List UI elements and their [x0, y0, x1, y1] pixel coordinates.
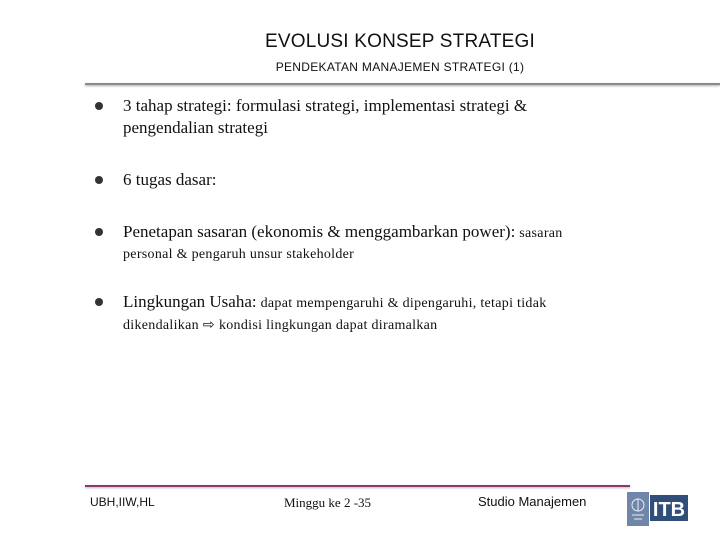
- bullet-line2: personal & pengaruh unsur stakeholder: [123, 247, 355, 262]
- itb-logo: [627, 491, 689, 529]
- bullet-dot-icon: [95, 228, 103, 236]
- bullet-line2: pengendalian strategi: [123, 118, 268, 137]
- bullet-text: [123, 291, 703, 335]
- bullet-dot-icon: [95, 176, 103, 184]
- bullet-body: dapat mempengaruhi & dipengaruhi, tetapi tidak: [260, 296, 547, 311]
- footer-studio: Studio Manajemen: [478, 494, 587, 509]
- arrow-right-icon: ⇨: [202, 317, 215, 333]
- bullet-lead: 3 tahap strategi: formulasi strategi, implementasi strategi &: [123, 96, 528, 115]
- bottom-divider: [85, 485, 630, 487]
- bullet-body: sasaran: [519, 226, 563, 241]
- bullet-text: [123, 95, 703, 139]
- bullet-text: [123, 221, 703, 264]
- bullet-line2: [123, 316, 703, 335]
- bullet-dot-icon: [95, 298, 103, 306]
- logo-wordmark: ITB: [652, 499, 686, 521]
- bullet-text: [123, 169, 703, 191]
- bullet-lead: Penetapan sasaran (ekonomis & menggambarkan power):: [123, 222, 516, 241]
- bullet-lead: 6 tugas dasar:: [123, 170, 217, 189]
- bullet-lead: Lingkungan Usaha:: [123, 292, 257, 311]
- bullet-line2-a: dikendalikan: [123, 318, 199, 333]
- page-title: EVOLUSI KONSEP STRATEGI: [265, 31, 535, 52]
- page-subtitle: PENDEKATAN MANAJEMEN STRATEGI (1): [275, 60, 525, 74]
- top-divider: [85, 83, 720, 85]
- bullet-line2-b: kondisi lingkungan dapat diramalkan: [218, 318, 438, 333]
- footer-week: Minggu ke 2 -35: [284, 495, 372, 510]
- footer-authors: UBH,IIW,HL: [90, 495, 155, 509]
- bullet-dot-icon: [95, 102, 103, 110]
